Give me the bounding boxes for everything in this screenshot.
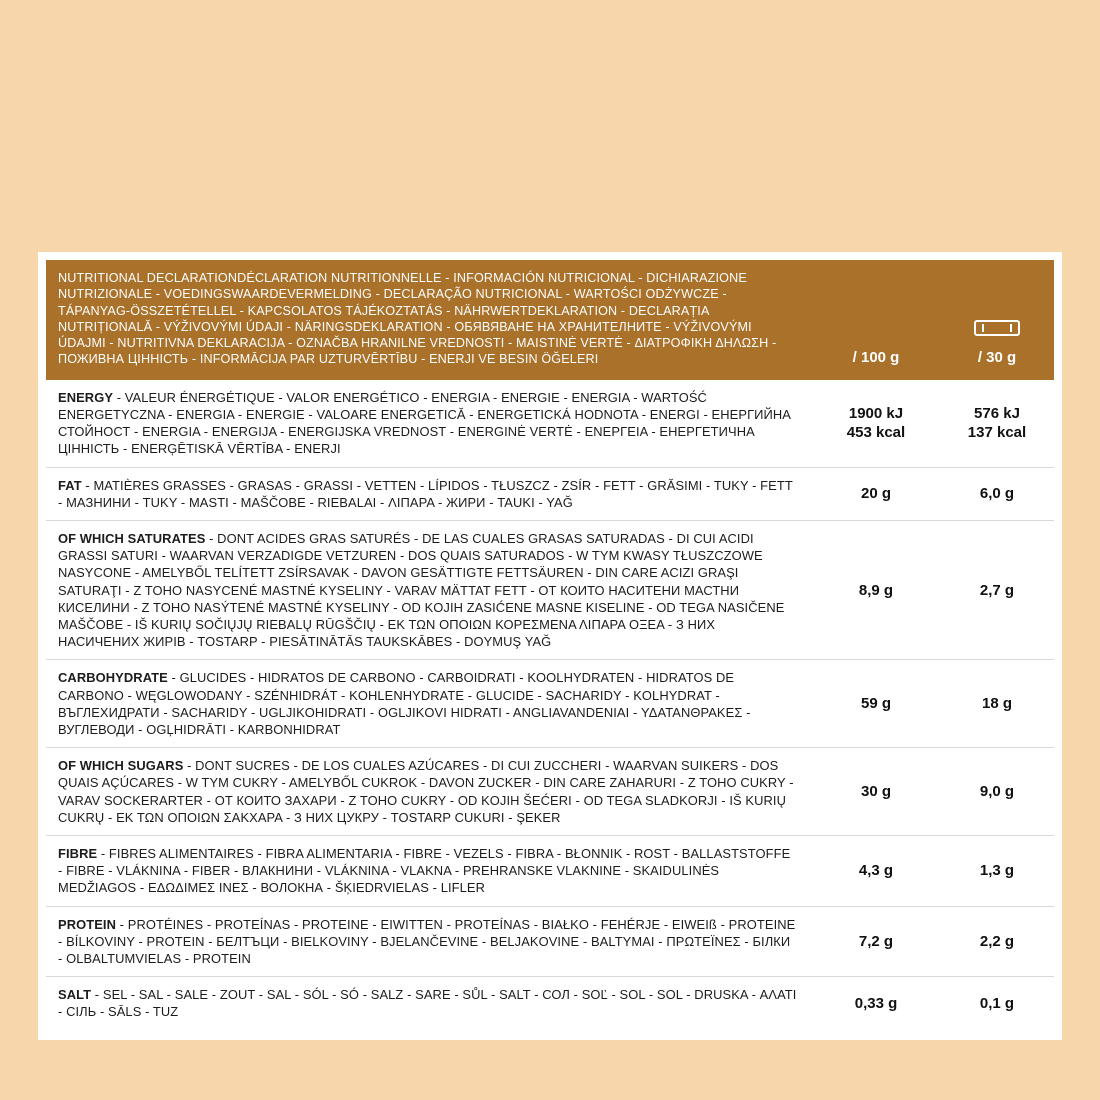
row-value-30g-main: 1,3 g: [979, 862, 1015, 880]
row-value-100g: [812, 467, 940, 520]
table-row: [46, 836, 1054, 907]
nutrition-table: [46, 260, 1054, 1030]
row-nutrient-name: OF WHICH SATURATES: [58, 531, 206, 546]
table-row: [46, 748, 1054, 836]
row-value-100g: [812, 380, 940, 467]
row-nutrient-name: ENERGY: [58, 389, 114, 405]
row-value-100g: [812, 836, 940, 907]
row-description: [46, 380, 812, 467]
row-value-30g-sub: 137 kcal: [967, 424, 1027, 442]
row-value-30g: [940, 660, 1054, 748]
table-row: [46, 977, 1054, 1030]
row-value-30g-main: 2,7 g: [979, 581, 1015, 599]
row-value-100g-main: 30 g: [860, 783, 891, 801]
row-nutrient-name: PROTEIN: [58, 916, 116, 932]
row-value-100g-main: 8,9 g: [858, 581, 894, 599]
header-col-30g: [940, 260, 1054, 380]
row-nutrient-name: FIBRE: [58, 846, 98, 862]
row-value-100g: [812, 521, 940, 660]
row-nutrient-languages: - GLUCIDES - HIDRATOS DE CARBONO - CARBOIDRATI - KOOLHYDRATEN - HIDRATOS DE CARBONO - WĘGLOWODANY - SZÉNHIDRÁT - KOHLENHYDRATE - GLUCIDE - SACHARIDY - KOLHYDRAT - ВЪГЛЕХИДРАТИ - SACHARIDY - UGLJIKOHIDRATI - OGLJIKOVI HIDRATI - ANGLIAVANDENIAI - ΥΔΑΤΑΝΘΡΑΚΕΣ - ВУГЛЕВОДИ - OGĻHIDRĀTI - KARBONHIDRAT: [58, 670, 751, 738]
table-row: [46, 521, 1054, 660]
row-value-30g: [940, 380, 1054, 467]
row-value-100g: [812, 748, 940, 836]
row-value-30g-main: 0,1 g: [979, 994, 1015, 1012]
row-value-30g-main: 6,0 g: [979, 485, 1015, 503]
row-nutrient-languages: - VALEUR ÉNERGÉTIQUE - VALOR ENERGÉTICO - ENERGIA - ENERGIE - ENERGIA - WARTOŚĆ ENERGETYCZNA - ENERGIA - ENERGIE - VALOARE ENERGETICĂ - ENERGETICKÁ HODNOTA - ENERGI - ЕНЕРГИЙНА СТОЙНОСТ - ENERGIA - ENERGIJA - ENERGIJSKA VREDNOST - ENERGINĖ VERTĖ - ΕΝΕΡΓΕΙΑ - ЕНЕРГЕТИЧНА ЦІННІСТЬ - ENERĢĒTISKĀ VĒRTĪBA - ENERJI: [58, 389, 791, 457]
row-value-30g-main: 576 kJ: [974, 405, 1020, 423]
header-col-100g: [812, 260, 940, 380]
row-description: [46, 748, 812, 836]
header-languages-cell: [46, 260, 812, 380]
row-value-100g: [812, 660, 940, 748]
row-value-30g-main: 18 g: [981, 695, 1012, 713]
row-value-100g-main: 7,2 g: [858, 932, 894, 950]
row-value-100g-sub: 453 kcal: [846, 424, 906, 442]
header-col-100g-label: / 100 g: [852, 348, 900, 366]
row-description: [46, 660, 812, 748]
row-nutrient-languages: - DONT ACIDES GRAS SATURÉS - DE LAS CUALES GRASAS SATURADAS - DI CUI ACIDI GRASSI SATURI - WAARVAN VERZADIGDE VETZUREN - DOS QUAIS SATURADOS - W TYM KWASY TŁUSZCZOWE NASYCONE - AMELYBŐL TELÍTETT ZSÍRSAVAK - DAVON GESÄTTIGTE FETTSÄUREN - DIN CARE ACIZI GRAŞI SATURAŢI - Z TOHO NASYCENÉ MASTNÉ KYSELINY - VARAV MÄTTAT FETT - ОТ КОИТО НАСИТЕНИ МАСТНИ КИСЕЛИНИ - Z TOHO NASÝTENÉ MASTNÉ KYSELINY - OD KOJIH ZASIĆENE MASNE KISELINE - OD TEGA NASIČENE MAŠČOBE - IŠ KURIŲ SOČIŲJŲ RIEBALŲ RŪGŠČIŲ - ΕΚ ΤΩΝ ΟΠΟΙΩΝ ΚΟΡΕΣΜΕΝΑ ΛΙΠΑΡΑ ΟΞΕΑ - З НИХ НАСИЧЕНИХ ЖИРІВ - TOSTARP - PIESĀTINĀTĀS TAUKSKĀBES - DOYMUŞ YAĞ: [58, 531, 785, 650]
row-description: [46, 521, 812, 660]
header-languages-text: NUTRITIONAL DECLARATIONDÉCLARATION NUTRITIONNELLE - INFORMACIÓN NUTRICIONAL - DICHIARAZIONE NUTRIZIONALE - VOEDINGSWAARDEVERMELDING - DECLARAÇÃO NUTRICIONAL - WARTOŚCI ODŻYWCZE - TÁPANYAG-ÖSSZETÉTELLEL - KAPCSOLATOS TÁJÉKOZTATÁS - NÄHRWERTDEKLARATION - DECLARAȚIA NUTRIȚIONALĂ - VÝŽIVOVÝMI ÚDAJI - NÄRINGSDEKLARATION - ОБЯВЯВАНЕ НА ХРАНИТЕЛНИТЕ - VÝŽIVOVÝMI ÚDAJMI - NUTRITIVNA DEKLARACIJA - OZNAČBA HRANILNE VREDNOSTI - MAISTINĖ VERTĖ - ΔΙΑΤΡΟΦΙΚΗ ΔΗΛΩΣΗ - ПОЖИВНА ЦІННІСТЬ - INFORMĀCIJA PAR UZTURVĒRTĪBU - ENERJI VE BESIN ÖĞELERI: [58, 271, 777, 367]
row-nutrient-name: FAT: [58, 477, 82, 493]
row-value-30g-main: 9,0 g: [979, 783, 1015, 801]
row-nutrient-name: SALT: [58, 987, 92, 1003]
row-nutrient-name: OF WHICH SUGARS: [58, 758, 184, 774]
row-value-100g-main: 20 g: [860, 485, 891, 503]
row-description: [46, 467, 812, 520]
nutrition-panel: [38, 252, 1062, 1040]
row-description: [46, 836, 812, 907]
nutrition-table-body: [46, 380, 1054, 1030]
row-value-100g-main: 59 g: [860, 695, 891, 713]
row-value-100g-main: 0,33 g: [854, 994, 898, 1012]
bar-icon: [974, 320, 1020, 336]
table-row: [46, 660, 1054, 748]
row-value-100g-main: 4,3 g: [858, 862, 894, 880]
table-row: [46, 906, 1054, 977]
row-value-30g-main: 2,2 g: [979, 932, 1015, 950]
table-row: [46, 380, 1054, 467]
row-nutrient-languages: - SEL - SAL - SALE - ZOUT - SAL - SÓL - SÓ - SALZ - SARE - SŮL - SALT - СОЛ - SOĽ - SOL - SOL - DRUSKA - ΑΛΑΤΙ - СІЛЬ - SĀLS - TUZ: [58, 987, 797, 1020]
row-description: [46, 906, 812, 977]
row-value-100g-main: 1900 kJ: [848, 405, 904, 423]
row-nutrient-languages: - MATIÈRES GRASSES - GRASAS - GRASSI - VETTEN - LÍPIDOS - TŁUSZCZ - ZSÍR - FETT - GRĂSIMI - TUKY - FETT - МАЗНИНИ - TUKY - MASTI - MAŠČOBE - RIEBALAI - ΛΙΠΑΡΑ - ЖИРИ - TAUKI - YAĞ: [58, 477, 793, 510]
row-nutrient-languages: - FIBRES ALIMENTAIRES - FIBRA ALIMENTARIA - FIBRE - VEZELS - FIBRA - BŁONNIK - ROST - BALLASTSTOFFE - FIBRE - VLÁKNINA - FIBER - ВЛАКНИНИ - VLÁKNINA - VLAKNA - PREHRANSKE VLAKNINE - SKAIDULINĖS MEDŽIAGOS - ΕΔΩΔΙΜΕΣ ΙΝΕΣ - ВОЛОКНА - ŠĶIEDRVIELAS - LIFLER: [58, 846, 791, 896]
row-value-30g: [940, 977, 1054, 1030]
row-value-30g: [940, 521, 1054, 660]
row-value-100g: [812, 906, 940, 977]
row-value-30g: [940, 906, 1054, 977]
row-value-100g: [812, 977, 940, 1030]
table-row: [46, 467, 1054, 520]
row-value-30g: [940, 467, 1054, 520]
header-col-30g-label: / 30 g: [977, 348, 1017, 366]
row-value-30g: [940, 748, 1054, 836]
row-nutrient-name: CARBOHYDRATE: [58, 670, 168, 686]
table-header-row: [46, 260, 1054, 380]
row-description: [46, 977, 812, 1030]
row-nutrient-languages: - PROTÉINES - PROTEÍNAS - PROTEINE - EIWITTEN - PROTEÍNAS - BIAŁKO - FEHÉRJE - EIWEIß - PROTEINE - BÍLKOVINY - PROTEIN - БЕЛТЪЦИ - BIELKOVINY - BJELANČEVINE - BELJAKOVINE - BALTYMAI - ΠΡΩΤΕΪΝΕΣ - БІЛКИ - OLBALTUMVIELAS - PROTEIN: [58, 916, 796, 967]
row-value-30g: [940, 836, 1054, 907]
row-nutrient-languages: - DONT SUCRES - DE LOS CUALES AZÚCARES - DI CUI ZUCCHERI - WAARVAN SUIKERS - DOS QUAIS AÇÚCARES - W TYM CUKRY - AMELYBŐL CUKROK - DAVON ZUCKER - DIN CARE ZAHARURI - Z TOHO CUKRY - VARAV SOCKERARTER - ОТ КОИТО ЗАХАРИ - Z TOHO CUKRY - OD KOJIH ŠEĆERI - OD TEGA SLADKORJI - IŠ KURIŲ CUKRŲ - ΕΚ ΤΩΝ ΟΠΟΙΩΝ ΣΑΚΧΑΡΑ - З НИХ ЦУКРУ - TOSTARP CUKURI - ŞEKER: [58, 758, 794, 825]
